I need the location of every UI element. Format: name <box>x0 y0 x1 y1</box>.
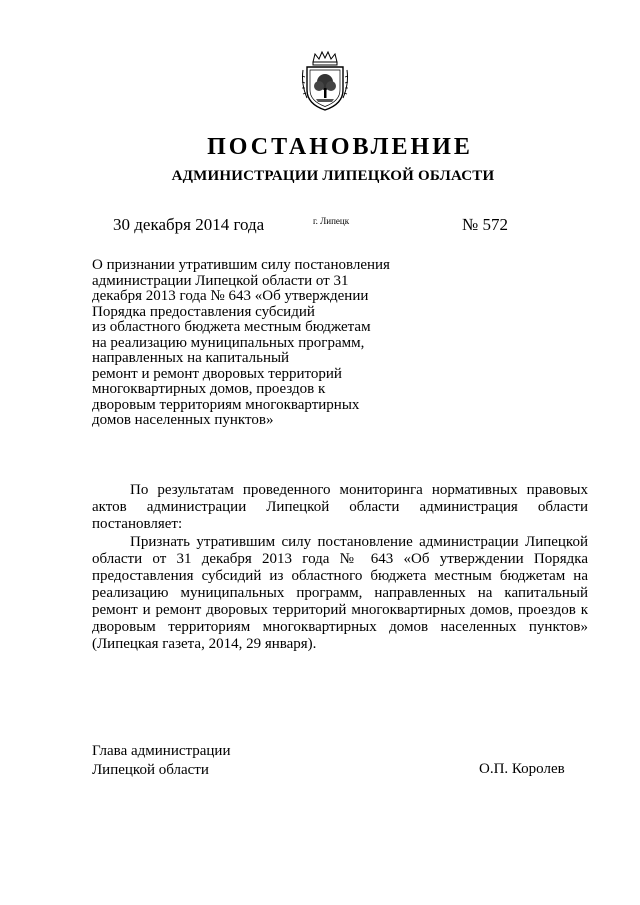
subject-line: декабря 2013 года № 643 «Об утверждении <box>92 288 369 304</box>
document-date: 30 декабря 2014 года <box>113 215 265 234</box>
subject-line: О признании утратившим силу постановления <box>92 257 390 273</box>
subject-line: домов населенных пунктов» <box>92 412 274 428</box>
subject-line: направленных на капитальный <box>92 350 290 366</box>
document-number: № 572 <box>462 215 508 234</box>
subject-line: из областного бюджета местным бюджетам <box>92 319 371 335</box>
signatory-role-line: Липецкой области <box>92 762 209 778</box>
subject-line: Порядка предоставления субсидий <box>92 303 315 320</box>
body-paragraph: Признать утратившим силу постановление администрации Липецкой области от 31 декабря 2013 года № 643 «Об утверждении Порядка предоставления субсидий из областного бюджета местным бюджетам на реализацию муниципальных программ, направленных на капитальный ремонт и ремонт дворовых территорий многоквартирных домов, проездов к дворовым территориям многоквартирных домов населенных пунктов» (Липецкая газета, 2014, 29 января). <box>92 534 588 652</box>
signatory-name: О.П. Королев <box>479 761 565 777</box>
body-paragraph: По результатам проведенного мониторинга нормативных правовых актов администрации Липецкой области администрация области постановляет: <box>92 482 588 532</box>
document-city: г. Липецк <box>313 216 350 226</box>
subject-line: на реализацию муниципальных программ, <box>92 334 365 351</box>
signatory-role-line: Глава администрации <box>92 743 231 759</box>
subject-line: ремонт и ремонт дворовых территорий <box>92 365 342 382</box>
subject-line: администрации Липецкой области от 31 <box>92 272 349 289</box>
document-subject <box>92 258 412 429</box>
subject-line: многоквартирных домов, проездов к <box>92 381 326 397</box>
signatory-role <box>92 742 230 780</box>
document-subtitle: АДМИНИСТРАЦИИ ЛИПЕЦКОЙ ОБЛАСТИ <box>171 168 495 184</box>
subject-line: дворовым территориям многоквартирных <box>92 396 360 413</box>
document-body <box>92 482 588 653</box>
document-title: ПОСТАНОВЛЕНИЕ <box>207 134 473 160</box>
lipetsk-oblast-coat-of-arms-icon <box>299 50 351 112</box>
